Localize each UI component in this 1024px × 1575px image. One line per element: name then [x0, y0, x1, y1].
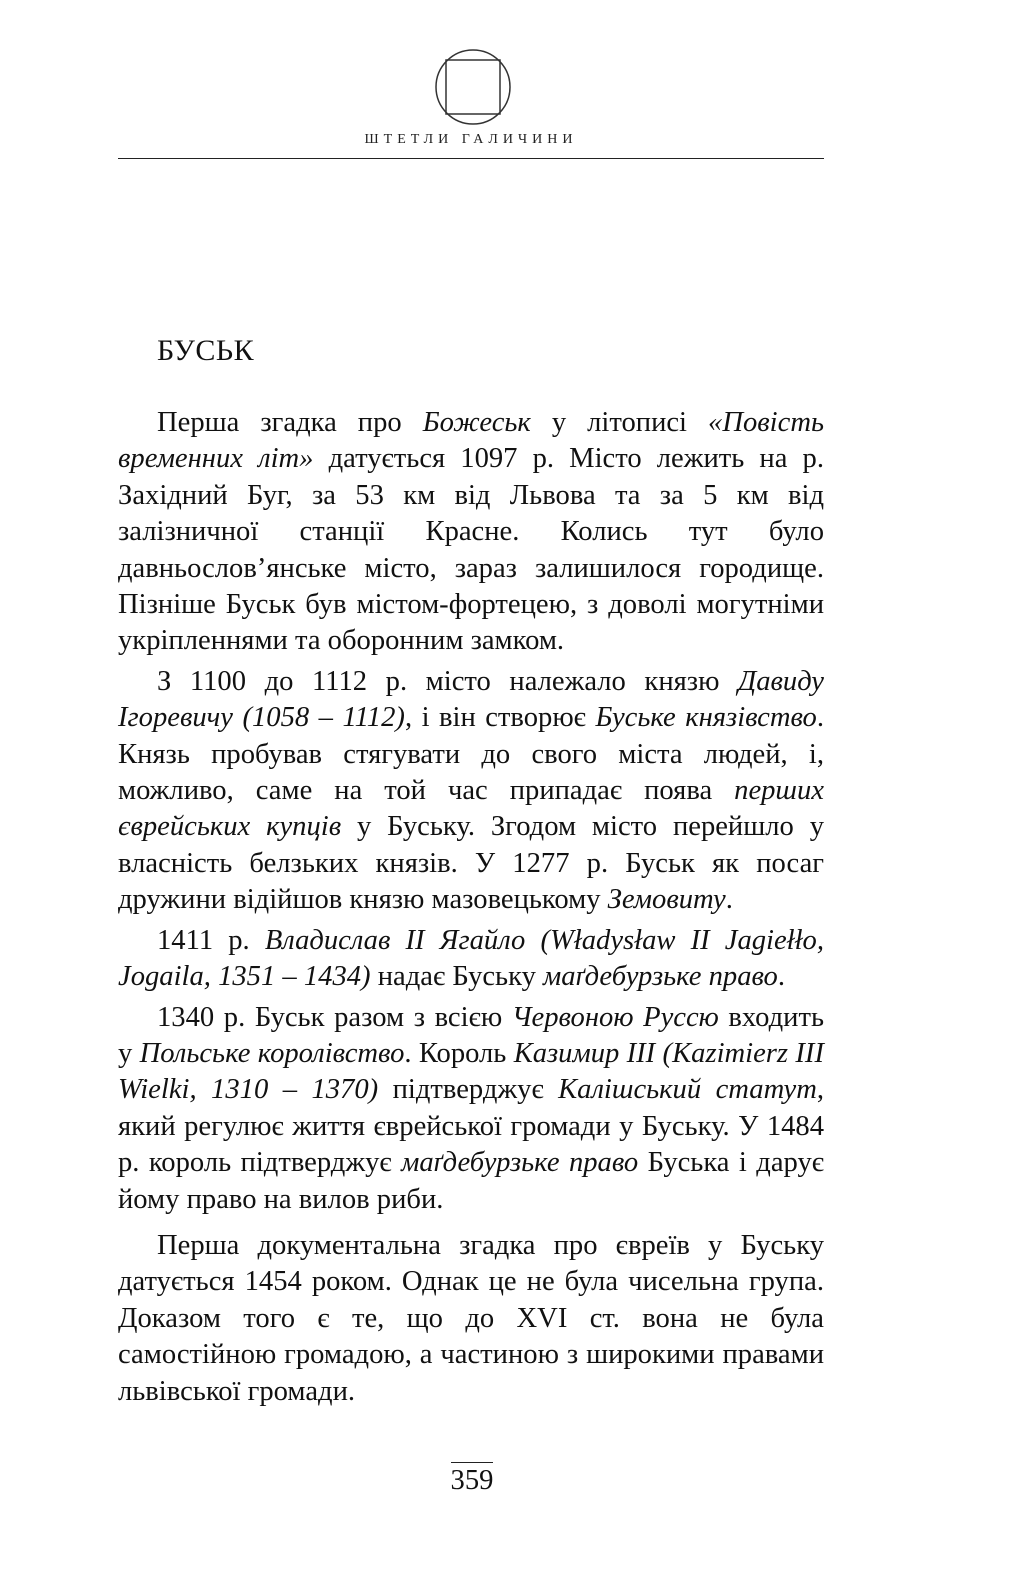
text-segment: 1411 р. [157, 924, 265, 956]
paragraph [118, 405, 824, 660]
text-segment: підтверджує [378, 1074, 559, 1106]
text-segment: , і він створює [404, 702, 596, 734]
text-segment: . Король [404, 1037, 514, 1069]
italic-segment: Божеськ [422, 407, 531, 438]
text-segment: входить у [118, 1001, 824, 1069]
italic-segment: Червоною Руссю [511, 1001, 719, 1033]
italic-segment: «Повість временних літ» [118, 407, 824, 475]
italic-segment: перших єврейських купців [118, 775, 824, 843]
text-segment: Перша документальна згадка про євреїв у Буську датується 1454 роком. Однак це не була чисельна група. Доказом того є те, що до XVI ст. вона не була самостійною громадою, а частиною з широкими правами львівської громади. [118, 1229, 824, 1407]
text-segment: 1340 р. Буськ разом з всією [157, 1001, 512, 1033]
italic-segment: Калішський статут [558, 1074, 817, 1106]
paragraph [118, 664, 824, 919]
emblem-icon [433, 47, 513, 127]
text-segment: датується 1097 р. Місто лежить на р. Західний Буг, за 53 км від Львова та за 5 км від залізничної станції Красне. Колись тут було давньослов’янське місто, зараз залишилося городище. Пізніше Буськ був містом-фортецею, з доволі могутніми укріпленнями та оборонним замком. [118, 443, 824, 657]
text-segment: , який регулює життя єврейської громади у Буську. У 1484 р. король підтверджує [118, 1074, 824, 1179]
header-rule [118, 158, 824, 159]
text-segment: у літописі [530, 407, 709, 438]
text-segment: . [777, 961, 786, 993]
italic-segment: маґдебурзьке право [543, 961, 778, 993]
page-number [0, 1462, 944, 1497]
text-segment: Буська і дарує йому право на вилов риби. [118, 1147, 825, 1215]
italic-segment: Земовиту [607, 884, 726, 916]
text-segment: Перша згадка про [157, 407, 423, 438]
text-segment: у Буську. Згодом місто перейшло у власність белзьких князів. У 1277 р. Буськ як посаг дружини відійшов князю мазовецькому [118, 811, 824, 916]
paragraph [118, 923, 824, 996]
section-title: БУСЬК [157, 334, 255, 367]
italic-segment: Казимир III (Kazimierz III Wielki, 1310 – 1370) [118, 1037, 824, 1106]
body-text [118, 405, 824, 1410]
text-segment: . [725, 884, 733, 916]
page-number-text: 359 [451, 1462, 494, 1497]
running-header: ШТЕТЛИ ГАЛИЧИНИ [364, 132, 578, 147]
italic-segment: Владислав II Ягайло (Władysław II Jagiełło, Jogaila, 1351 – 1434) [118, 924, 825, 993]
italic-segment: Буське князівство [595, 702, 817, 734]
italic-segment: Давиду Ігоревичу (1058 – 1112) [118, 665, 824, 734]
text-segment: надає Буську [370, 961, 544, 993]
paragraph [118, 1000, 824, 1218]
paragraph [118, 1228, 824, 1410]
text-segment: З 1100 до 1112 р. місто належало князю [157, 665, 739, 697]
italic-segment: маґдебурзьке право [401, 1147, 639, 1179]
italic-segment: Польське королівство [139, 1037, 405, 1069]
text-segment: . Князь пробував стягувати до свого міста людей, і, можливо, саме на той час припадає поява [118, 702, 825, 807]
